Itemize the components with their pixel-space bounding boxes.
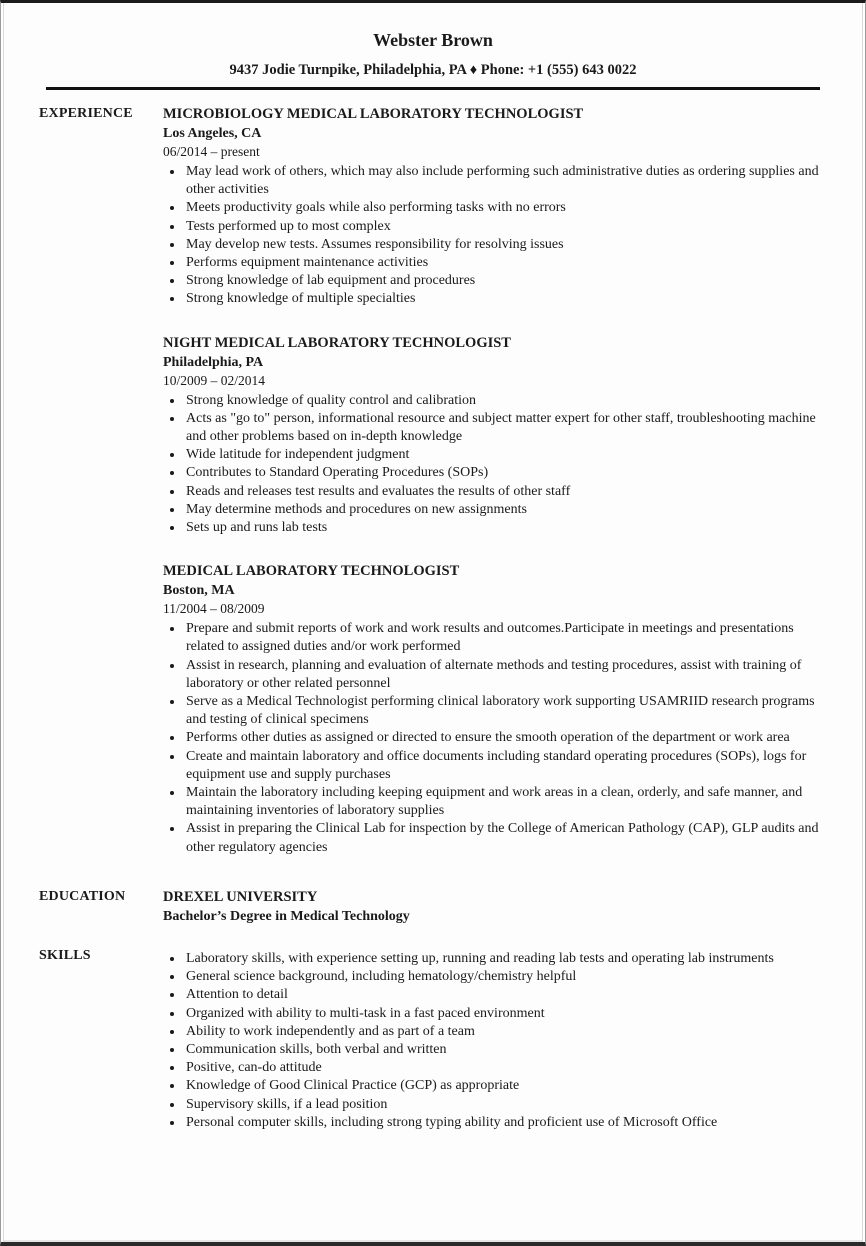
- experience-label: EXPERIENCE: [39, 106, 133, 121]
- job-location: Los Angeles, CA: [163, 126, 262, 141]
- skill-item: • Ability to work independently and as part of a team: [184, 1023, 825, 1041]
- experience-jobs: [163, 105, 825, 857]
- skills-body: [163, 947, 825, 1132]
- job-bullet: • Strong knowledge of multiple specialties: [184, 290, 825, 308]
- job-bullet: • May develop new tests. Assumes responsibility for resolving issues: [184, 236, 825, 254]
- job-bullet: • Performs other duties as assigned or directed to ensure the smooth operation of the department or work area: [184, 729, 825, 747]
- skill-item: • Laboratory skills, with experience setting up, running and reading lab tests and operating lab instruments: [184, 950, 825, 968]
- job-bullet-list: [163, 392, 825, 538]
- job-bullet: • Serve as a Medical Technologist performing clinical laboratory work supporting USAMRIID research programs and testing of clinical specimens: [184, 693, 825, 729]
- job-entry: [163, 334, 825, 538]
- job-bullet: • Acts as "go to" person, informational resource and subject matter expert for other staff, troubleshooting machine and other problems based on in-depth knowledge: [184, 410, 825, 446]
- education-label: EDUCATION: [39, 888, 126, 904]
- degree-name: Bachelor’s Degree in Medical Technology: [163, 908, 410, 924]
- skill-item: • General science background, including hematology/chemistry helpful: [184, 968, 825, 986]
- job-bullet: • Assist in preparing the Clinical Lab for inspection by the College of American Pathology (CAP), GLP audits and other regulatory agencies: [184, 820, 825, 856]
- job-dates: 11/2004 – 08/2009: [163, 601, 265, 617]
- job-bullet: • Meets productivity goals while also performing tasks with no errors: [184, 199, 825, 217]
- skill-item: • Positive, can-do attitude: [184, 1059, 825, 1077]
- job-bullet: • Sets up and runs lab tests: [184, 519, 825, 537]
- job-bullet: • Maintain the laboratory including keeping equipment and work areas in a clean, orderly, and safe manner, and maintaining inventories of laboratory supplies: [184, 784, 825, 820]
- skills-label: SKILLS: [39, 947, 91, 963]
- job-bullet: • Strong knowledge of quality control and calibration: [184, 392, 825, 410]
- section-education: [1, 888, 865, 926]
- contact-line: 9437 Jodie Turnpike, Philadelphia, PA ♦ Phone: +1 (555) 643 0022: [229, 62, 637, 78]
- skill-item: • Organized with ability to multi-task in a fast paced environment: [184, 1005, 825, 1023]
- resume-header: [1, 3, 865, 78]
- job-bullet: • Contributes to Standard Operating Procedures (SOPs): [184, 464, 825, 482]
- header-divider: [46, 87, 820, 90]
- job-entry: [163, 562, 825, 857]
- job-bullet: • Reads and releases test results and evaluates the results of other staff: [184, 483, 825, 501]
- skill-item: • Knowledge of Good Clinical Practice (GCP) as appropriate: [184, 1077, 825, 1095]
- section-experience: [1, 105, 865, 857]
- job-bullet: • May lead work of others, which may also include performing such administrative duties as ordering supplies and other activities: [184, 163, 825, 199]
- job-location: Philadelphia, PA: [163, 354, 264, 370]
- job-bullet: • Prepare and submit reports of work and work results and outcomes.Participate in meetings and presentations related to assigned duties and/or work performed: [184, 620, 825, 656]
- job-bullet: • Tests performed up to most complex: [184, 218, 825, 236]
- job-bullet-list: [163, 620, 825, 857]
- person-name: Webster Brown: [373, 30, 493, 50]
- job-dates: 10/2009 – 02/2014: [163, 372, 266, 388]
- job-bullet-list: [163, 163, 825, 309]
- job-dates: 06/2014 – present: [163, 144, 260, 159]
- skill-item: • Personal computer skills, including strong typing ability and proficient use of Microsoft Office: [184, 1114, 825, 1132]
- job-title: MICROBIOLOGY MEDICAL LABORATORY TECHNOLOGIST: [163, 106, 584, 122]
- job-title: NIGHT MEDICAL LABORATORY TECHNOLOGIST: [163, 334, 511, 351]
- skill-item: • Communication skills, both verbal and written: [184, 1041, 825, 1059]
- job-bullet: • May determine methods and procedures on new assignments: [184, 501, 825, 519]
- skill-item: • Supervisory skills, if a lead position: [184, 1096, 825, 1114]
- job-bullet: • Strong knowledge of lab equipment and procedures: [184, 272, 825, 290]
- job-bullet: • Create and maintain laboratory and office documents including standard operating procedures (SOPs), logs for equipment use and supply purchases: [184, 748, 825, 784]
- school-name: DREXEL UNIVERSITY: [163, 888, 318, 905]
- skills-list: [163, 950, 825, 1132]
- section-skills: [1, 947, 865, 1132]
- job-location: Boston, MA: [163, 583, 235, 599]
- job-bullet: • Wide latitude for independent judgment: [184, 446, 825, 464]
- job-entry: [163, 105, 825, 309]
- job-bullet: • Performs equipment maintenance activities: [184, 254, 825, 272]
- job-title: MEDICAL LABORATORY TECHNOLOGIST: [163, 563, 460, 580]
- skill-item: • Attention to detail: [184, 986, 825, 1004]
- education-body: [163, 888, 825, 926]
- job-bullet: • Assist in research, planning and evaluation of alternate methods and testing procedures, assist with training of laboratory or other related personnel: [184, 657, 825, 693]
